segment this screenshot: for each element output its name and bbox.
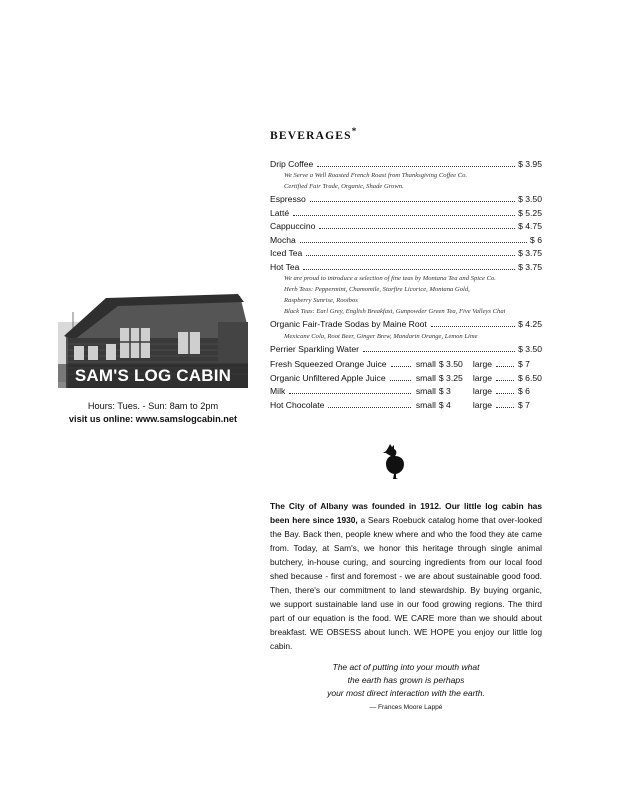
leader-dots	[496, 393, 514, 394]
menu-items	[270, 158, 542, 357]
small-label: small	[415, 359, 436, 370]
menu-item-name: Iced Tea	[270, 248, 303, 259]
small-price: $ 4	[438, 399, 451, 410]
menu-title: BEVERAGES*	[270, 126, 358, 142]
leader-dots	[431, 326, 515, 327]
sized-menu-item	[270, 372, 542, 386]
menu-item-name: Organic Fair-Trade Sodas by Maine Root	[270, 319, 427, 330]
menu-item-note: Certified Fair Trade, Organic, Shade Grown.	[284, 183, 404, 191]
menu-item-name: Organic Unfiltered Apple Juice	[270, 372, 386, 383]
menu-item-price: $ 5.25	[518, 207, 542, 218]
menu-item-price: $ 3.95	[518, 158, 542, 169]
menu-item-note: We Serve a Well Roasted French Roast from Thanksgiving Coffee Co.	[284, 172, 468, 180]
menu-item-note: Black Teas: Earl Grey, English Breakfast, Gunpowder Green Tea, Five Valleys Chai	[284, 308, 506, 316]
leader-dots	[293, 215, 515, 216]
menu-item-name: Espresso	[270, 194, 306, 205]
menu-item-price: $ 3.50	[518, 343, 542, 354]
menu-item-price: $ 3.75	[518, 248, 542, 259]
history-text	[270, 499, 542, 653]
leader-dots	[306, 255, 515, 256]
cabin-photo	[58, 292, 248, 388]
beverage-menu	[270, 126, 542, 412]
menu-item-price: $ 3.50	[518, 194, 542, 205]
menu-item-note: Raspberry Sunrise, Rooibos	[284, 297, 358, 305]
menu-item-name: Drip Coffee	[270, 158, 314, 169]
menu-item-name: Perrier Sparkling Water	[270, 343, 359, 354]
rooster-icon	[382, 444, 406, 485]
menu-item-price: $ 3.75	[518, 261, 542, 272]
small-price: $ 3.25	[438, 372, 463, 383]
menu-item-price: $ 4.25	[518, 319, 542, 330]
leader-dots	[328, 407, 410, 408]
opening-hours: Hours: Tues. - Sun: 8am to 2pm	[87, 401, 219, 411]
small-label: small	[415, 372, 436, 383]
menu-item-name: Milk	[270, 386, 286, 397]
leader-dots	[391, 366, 411, 367]
history-body: a Sears Roebuck catalog home that over-looked the Bay. Back then, people knew where and who the food they ate came from. Today, at Sam's, we honor this heritage through single animal butchery, in-house curing, and sourcing ingredients from our local food shed because - first and foremost - we are about sustainable good food. Then, there's our commitment to land stewardship. By buying organic, we support sustainable land use in our food growing regions. The third part of our equation is the food. WE CARE more than we should about breakfast. WE OBSESS about lunch. WE HOPE you enjoy our little log cabin.	[270, 515, 542, 651]
leader-dots	[363, 351, 515, 352]
sized-menu-item	[270, 385, 542, 399]
leader-dots	[390, 380, 411, 381]
menu-item	[270, 207, 542, 221]
menu-item	[270, 220, 542, 234]
quote-line: your most direct interaction with the earth.	[327, 688, 485, 698]
quote	[270, 661, 542, 700]
menu-item-note: Herb Teas: Peppermint, Chamomile, Starfire Licorice, Montana Gold,	[284, 286, 470, 294]
sized-menu-item	[270, 358, 542, 372]
leader-dots	[310, 201, 515, 202]
small-price: $ 3	[438, 386, 451, 397]
leader-dots	[317, 166, 515, 167]
menu-item	[270, 343, 542, 357]
large-price: $ 6.50	[518, 372, 542, 383]
small-price: $ 3.50	[438, 359, 463, 370]
cabin-info	[58, 292, 248, 426]
menu-item	[270, 158, 542, 172]
menu-item	[270, 247, 542, 261]
leader-dots	[289, 393, 411, 394]
large-label: large	[472, 386, 492, 397]
quote-line: The act of putting into your mouth what	[332, 662, 480, 672]
sized-menu-item	[270, 399, 542, 413]
menu-item-name: Hot Tea	[270, 261, 300, 272]
menu-item	[270, 234, 542, 248]
large-price: $ 7	[518, 399, 530, 410]
small-label: small	[415, 386, 436, 397]
menu-item-name: Fresh Squeezed Orange Juice	[270, 359, 387, 370]
menu-item-name: Mocha	[270, 234, 296, 245]
leader-dots	[303, 269, 515, 270]
cabin-name-logo: SAM'S LOG CABIN	[58, 364, 248, 388]
small-label: small	[415, 399, 436, 410]
menu-item-note: Mexicane Cola, Root Beer, Ginger Brew, Mandarin Orange, Lemon Lime	[284, 332, 478, 340]
menu-item-note: We are proud to introduce a selection of fine teas by Montana Tea and Spice Co.	[284, 275, 496, 283]
quote-attribution: — Frances Moore Lappé	[369, 704, 443, 711]
leader-dots	[496, 407, 514, 408]
large-price: $ 6	[518, 386, 530, 397]
leader-dots	[319, 228, 515, 229]
large-price: $ 7	[518, 359, 530, 370]
menu-item-name: Latté	[270, 207, 290, 218]
large-label: large	[472, 359, 492, 370]
leader-dots	[496, 366, 514, 367]
menu-item	[270, 318, 542, 332]
menu-item	[270, 261, 542, 275]
menu-item-name: Hot Chocolate	[270, 399, 325, 410]
leader-dots	[496, 380, 514, 381]
sized-menu-items	[270, 358, 542, 412]
large-label: large	[472, 372, 492, 383]
menu-item-name: Cappuccino	[270, 221, 316, 232]
menu-item	[270, 193, 542, 207]
leader-dots	[300, 242, 527, 243]
quote-line: the earth has grown is perhaps	[347, 675, 465, 685]
large-label: large	[472, 399, 492, 410]
history-lead: The City of Albany was founded in 1912. Our little log cabin has been here since 1930,	[270, 501, 542, 525]
menu-item-price: $ 6	[530, 234, 542, 245]
menu-item-price: $ 4.75	[518, 221, 542, 232]
website-text: visit us online: www.samslogcabin.net	[68, 414, 238, 424]
